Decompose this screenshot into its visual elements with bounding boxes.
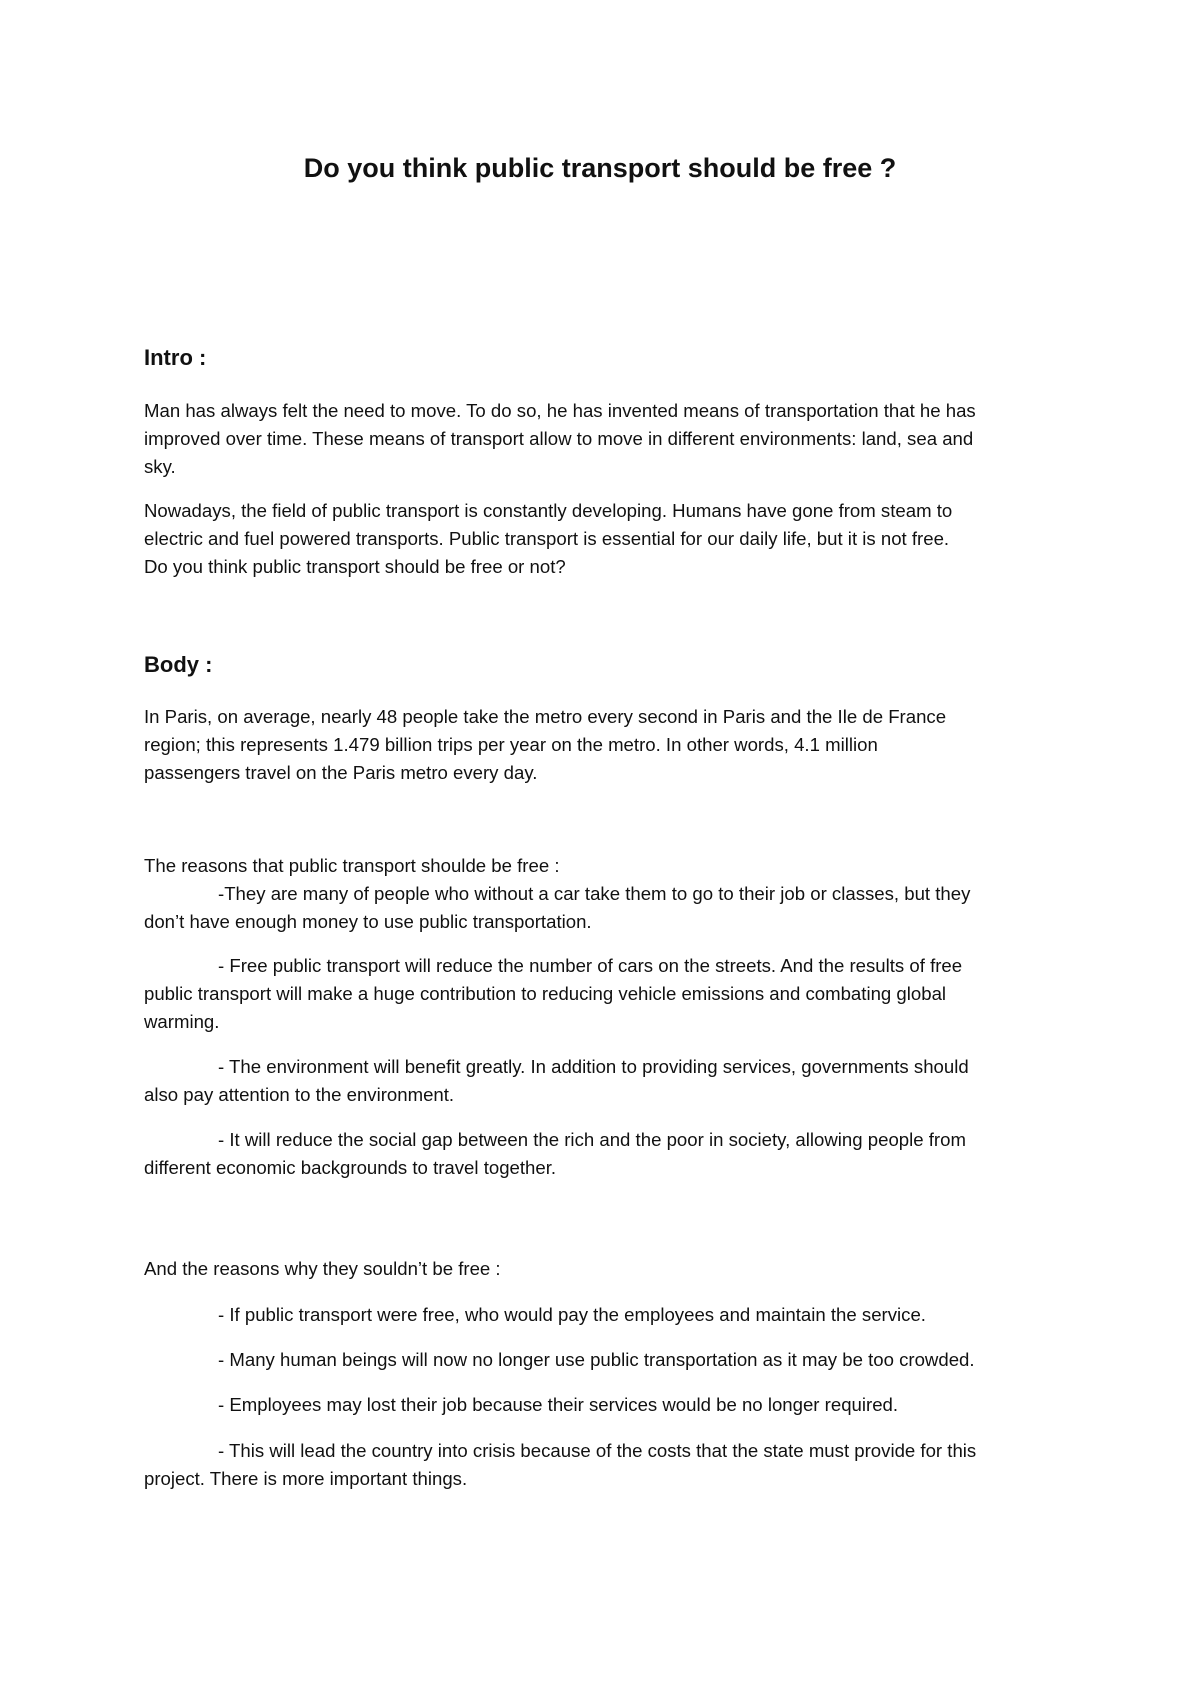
body-paragraph-line: In Paris, on average, nearly 48 people take the metro every second in Paris and the Ile de France	[144, 706, 947, 727]
reason-for-item-line: warming.	[144, 1011, 220, 1032]
document-title: Do you think public transport should be free ?	[303, 153, 897, 183]
reason-against-item-line: - This will lead the country into crisis because of the costs that the state must provide for this	[218, 1440, 977, 1461]
reason-for-item-line: - The environment will benefit greatly. In addition to providing services, governments should	[218, 1056, 969, 1077]
reasons-against-heading: And the reasons why they souldn’t be free :	[144, 1258, 501, 1279]
reason-against-item-line: - Many human beings will now no longer use public transportation as it may be too crowded.	[218, 1349, 975, 1370]
reason-for-item-line: public transport will make a huge contribution to reducing vehicle emissions and combating global	[144, 983, 947, 1004]
body-heading: Body :	[144, 652, 213, 677]
reason-for-item-line: different economic backgrounds to travel together.	[144, 1157, 557, 1178]
reason-against-item-line: - Employees may lost their job because their services would be no longer required.	[218, 1394, 899, 1415]
reason-against-item-line: project. There is more important things.	[144, 1468, 468, 1489]
intro-paragraph-2-line: Do you think public transport should be free or not?	[144, 556, 566, 577]
reason-for-item-line: - It will reduce the social gap between the rich and the poor in society, allowing people from	[218, 1129, 966, 1150]
body-paragraph-line: region; this represents 1.479 billion trips per year on the metro. In other words, 4.1 million	[144, 734, 878, 755]
reasons-for-heading: The reasons that public transport shoulde be free :	[144, 855, 560, 876]
reason-against-item-line: - If public transport were free, who would pay the employees and maintain the service.	[218, 1304, 926, 1325]
reason-for-item-line: don’t have enough money to use public transportation.	[144, 911, 592, 932]
intro-paragraph-2-line: Nowadays, the field of public transport is constantly developing. Humans have gone from steam to	[144, 500, 953, 521]
intro-heading: Intro :	[144, 345, 207, 370]
body-paragraph-line: passengers travel on the Paris metro every day.	[144, 762, 538, 783]
intro-paragraph-1-line: Man has always felt the need to move. To do so, he has invented means of transportation that he has	[144, 400, 976, 421]
intro-paragraph-1-line: improved over time. These means of transport allow to move in different environments: land, sea and	[144, 428, 974, 449]
intro-paragraph-2-line: electric and fuel powered transports. Public transport is essential for our daily life, but it is not free.	[144, 528, 950, 549]
intro-paragraph-1-line: sky.	[144, 456, 176, 477]
reason-for-item-line: - Free public transport will reduce the number of cars on the streets. And the results of free	[218, 955, 963, 976]
reason-for-item-line: also pay attention to the environment.	[144, 1084, 455, 1105]
reason-for-item-line: -They are many of people who without a car take them to go to their job or classes, but they	[218, 883, 971, 904]
